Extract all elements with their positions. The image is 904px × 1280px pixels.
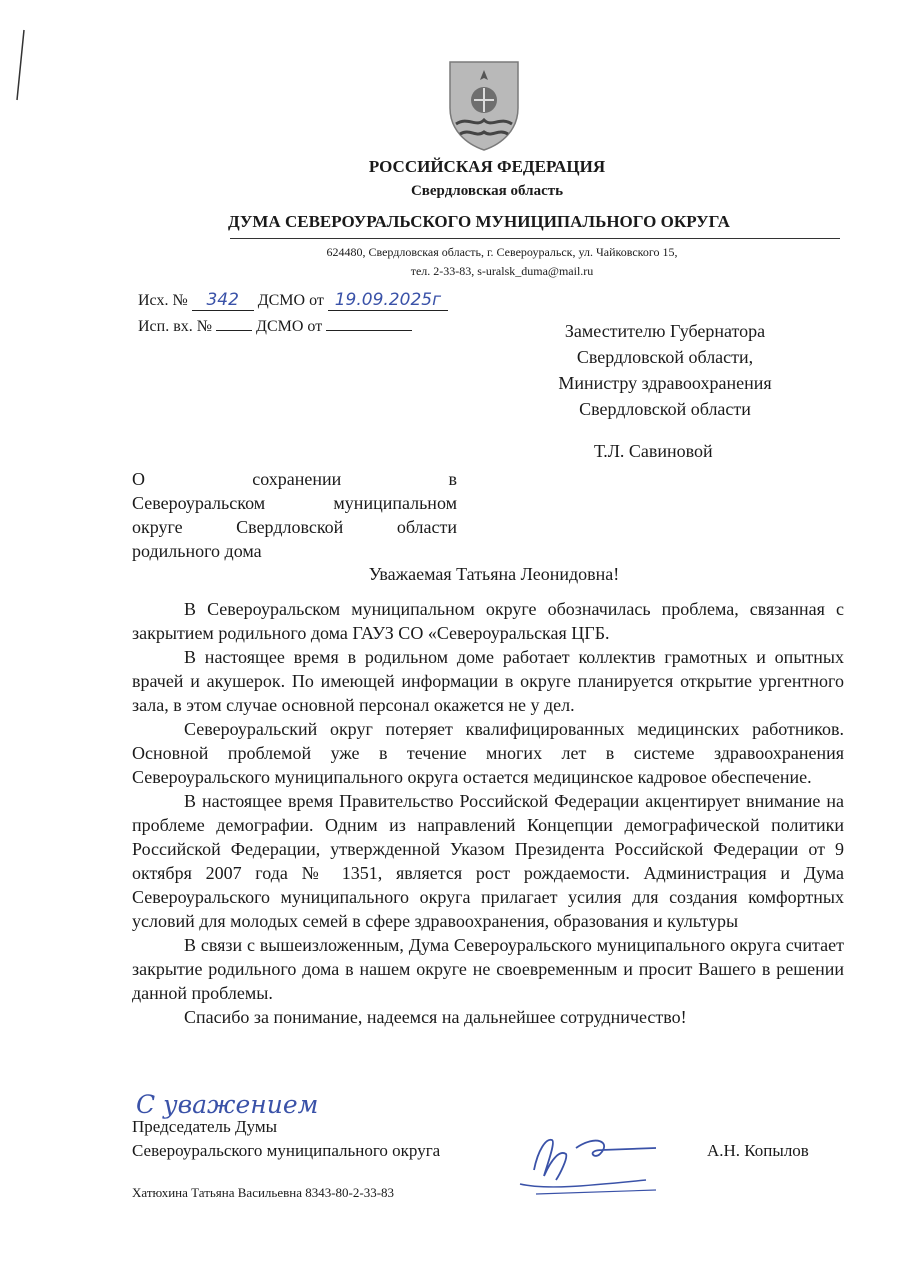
out-dsmo: ДСМО от (257, 292, 324, 309)
in-label: Исп. вх. № (138, 318, 213, 335)
header-contacts: тел. 2-33-83, s-uralsk_duma@mail.ru (410, 264, 594, 278)
addressee-block (520, 318, 810, 422)
subject-line: Североуральском муниципальном (132, 493, 457, 513)
body-paragraph: В Североуральском муниципальном округе обозначилась проблема, связанная с закрытием родильного дома ГАУЗ СО «Североуральская ЦГБ. (132, 599, 844, 643)
signer-name: А.Н. Копылов (707, 1141, 809, 1160)
subject-line: округе Свердловской области (132, 517, 457, 537)
out-number: 342 (192, 290, 254, 311)
body-paragraph: Спасибо за понимание, надеемся на дальнейшее сотрудничество! (184, 1007, 687, 1027)
subject-line: родильного дома (132, 541, 262, 561)
signature (516, 1120, 666, 1200)
body-paragraph: В настоящее время в родильном доме работает коллектив грамотных и опытных врачей и акушерок. По имеющей информации в округе планируется открытие ургентного зала, в этом случае основной персонал окажется не у дел. (132, 647, 844, 715)
body-paragraph: В настоящее время Правительство Российской Федерации акцентирует внимание на проблеме демографии. Одним из направлений Концепции демографической политики Российской Федерации, утвержденной Указом Президента Российской Федерации от 9 октября 2007 года № 1351, является рост рождаемости. Администрация и Дума Североуральского муниципального округа прилагает усилия для создания комфортных условий для молодых семей в сфере здравоохранения, образования и культуры (132, 791, 844, 931)
body-paragraph: В связи с вышеизложенным, Дума Североуральского муниципального округа считает закрытие родильного дома в нашем округе не своевременным и просит Вашего в решении данной проблемы. (132, 935, 844, 1003)
in-date-blank (326, 316, 412, 331)
greeting: Уважаемая Татьяна Леонидовна! (368, 564, 620, 584)
header-address-block (0, 243, 904, 281)
out-date: 19.09.2025г (328, 290, 448, 311)
body-paragraph: Североуральский округ потеряет квалифицированных медицинских работников. Основной проблемой уже в течение многих лет в системе здравоохранения Североуральского муниципального округа остается медицинское кадровое обеспечение. (132, 719, 844, 787)
handwritten-closing: С уважением (136, 1090, 319, 1119)
corner-pen-mark (14, 28, 16, 98)
header-organization: ДУМА СЕВЕРОУРАЛЬСКОГО МУНИЦИПАЛЬНОГО ОКРУГА (228, 212, 730, 231)
contact-person: Хатюхина Татьяна Васильевна 8343-80-2-33-83 (132, 1185, 395, 1200)
addressee-name: Т.Л. Савиновой (594, 441, 713, 461)
in-dsmo: ДСМО от (256, 318, 323, 335)
signer-title-line2: Североуральского муниципального округа (132, 1141, 441, 1160)
addressee-line: Заместителю Губернатора (564, 321, 766, 341)
subject-line: О сохранении в (132, 469, 457, 489)
signer-title-line1: Председатель Думы (132, 1117, 278, 1136)
out-label: Исх. № (138, 292, 188, 309)
outgoing-reference (138, 290, 448, 311)
addressee-line: Свердловской области (579, 399, 751, 419)
letter-body (132, 597, 844, 1029)
addressee-line: Министру здравоохранения (558, 373, 772, 393)
incoming-reference (138, 316, 412, 336)
header-address: 624480, Свердловская область, г. Североуральск, ул. Чайковского 15, (326, 245, 678, 259)
coat-of-arms-icon (444, 56, 524, 152)
header-country: РОССИЙСКАЯ ФЕДЕРАЦИЯ (368, 157, 606, 176)
header-region: Свердловская область (410, 183, 564, 199)
addressee-line: Свердловской области, (576, 347, 754, 367)
in-number-blank (216, 316, 252, 331)
header-divider (230, 238, 840, 239)
subject-block (132, 467, 457, 563)
